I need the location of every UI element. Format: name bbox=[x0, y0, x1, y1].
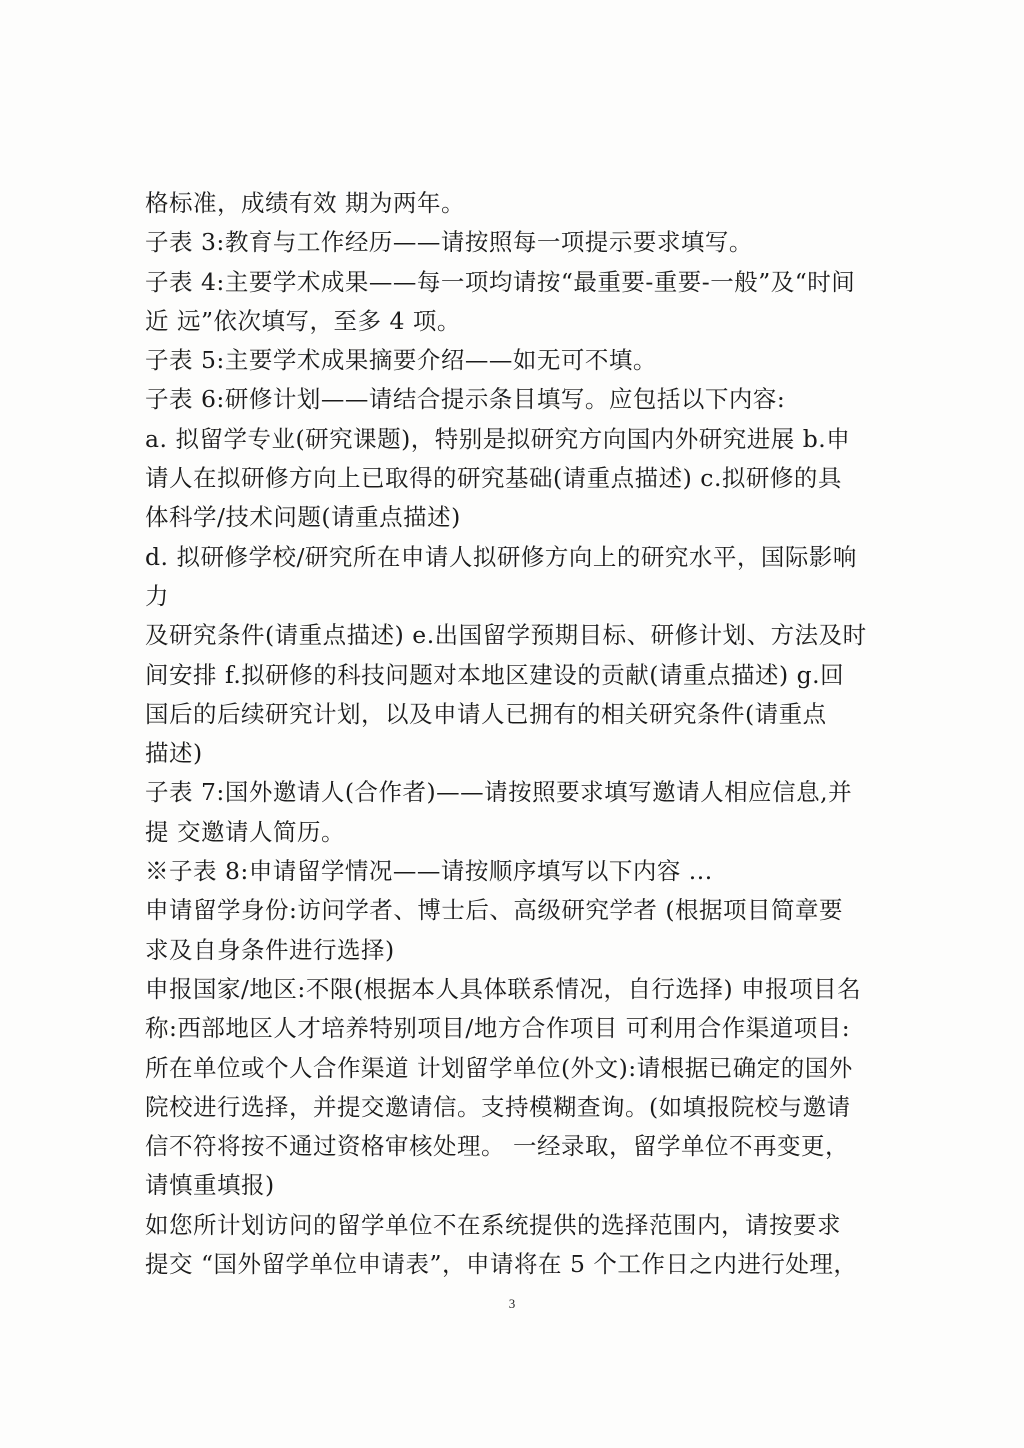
text-line: 子表 5:主要学术成果摘要介绍——如无可不填。 bbox=[145, 346, 657, 375]
page-number: 3 bbox=[508, 1296, 516, 1311]
text-line: 国后的后续研究计划，以及申请人已拥有的相关研究条件(请重点 bbox=[145, 699, 827, 728]
text-line: 描述) bbox=[145, 739, 203, 768]
text-line: 求及自身条件进行选择) bbox=[145, 935, 395, 964]
body-text bbox=[145, 184, 910, 1284]
text-line: 提 交邀请人简历。 bbox=[145, 817, 345, 846]
text-line: a. 拟留学专业(研究课题)，特别是拟研究方向国内外研究进展 b.申 bbox=[145, 424, 851, 453]
text-line: 近 远”依次填写，至多 4 项。 bbox=[145, 306, 461, 335]
text-line: 提交 “国外留学单位申请表”，申请将在 5 个工作日之内进行处理， bbox=[145, 1250, 858, 1279]
text-line: 申请留学身份:访问学者、博士后、高级研究学者 (根据项目简章要 bbox=[145, 896, 844, 925]
text-line: 间安排 f.拟研修的科技问题对本地区建设的贡献(请重点描述) g.回 bbox=[145, 660, 845, 689]
text-line: 子表 4:主要学术成果——每一项均请按“最重要-重要-一般”及“时间 bbox=[145, 267, 856, 296]
text-line: 申报国家/地区:不限(根据本人具体联系情况，自行选择) 申报项目名 bbox=[145, 974, 862, 1003]
text-line: 力 bbox=[145, 581, 169, 610]
text-line: 所在单位或个人合作渠道 计划留学单位(外文):请根据已确定的国外 bbox=[145, 1053, 853, 1082]
text-line: 院校进行选择，并提交邀请信。支持模糊查询。(如填报院校与邀请 bbox=[145, 1092, 851, 1121]
text-line: 如您所计划访问的留学单位不在系统提供的选择范围内，请按要求 bbox=[145, 1210, 841, 1239]
text-line: 子表 6:研修计划——请结合提示条目填写。应包括以下内容: bbox=[145, 385, 786, 414]
text-line: 称:西部地区人才培养特别项目/地方合作项目 可利用合作渠道项目: bbox=[145, 1014, 851, 1043]
text-line: 子表 7:国外邀请人(合作者)——请按照要求填写邀请人相应信息,并 bbox=[145, 778, 853, 807]
text-line: 信不符将按不通过资格审核处理。 一经录取，留学单位不再变更， bbox=[145, 1132, 849, 1161]
text-line: 及研究条件(请重点描述) e.出国留学预期目标、研修计划、方法及时 bbox=[145, 621, 867, 650]
text-line: 子表 3:教育与工作经历——请按照每一项提示要求填写。 bbox=[145, 228, 753, 257]
text-line: 体科学/技术问题(请重点描述) bbox=[145, 503, 461, 532]
text-line: 请人在拟研修方向上已取得的研究基础(请重点描述) c.拟研修的具 bbox=[145, 464, 842, 493]
text-line: ※子表 8:申请留学情况——请按顺序填写以下内容 ... bbox=[145, 857, 713, 886]
text-line: d. 拟研修学校/研究所在申请人拟研修方向上的研究水平，国际影响 bbox=[145, 542, 857, 571]
text-line: 格标准，成绩有效 期为两年。 bbox=[145, 189, 465, 217]
text-line: 请慎重填报) bbox=[145, 1171, 275, 1200]
